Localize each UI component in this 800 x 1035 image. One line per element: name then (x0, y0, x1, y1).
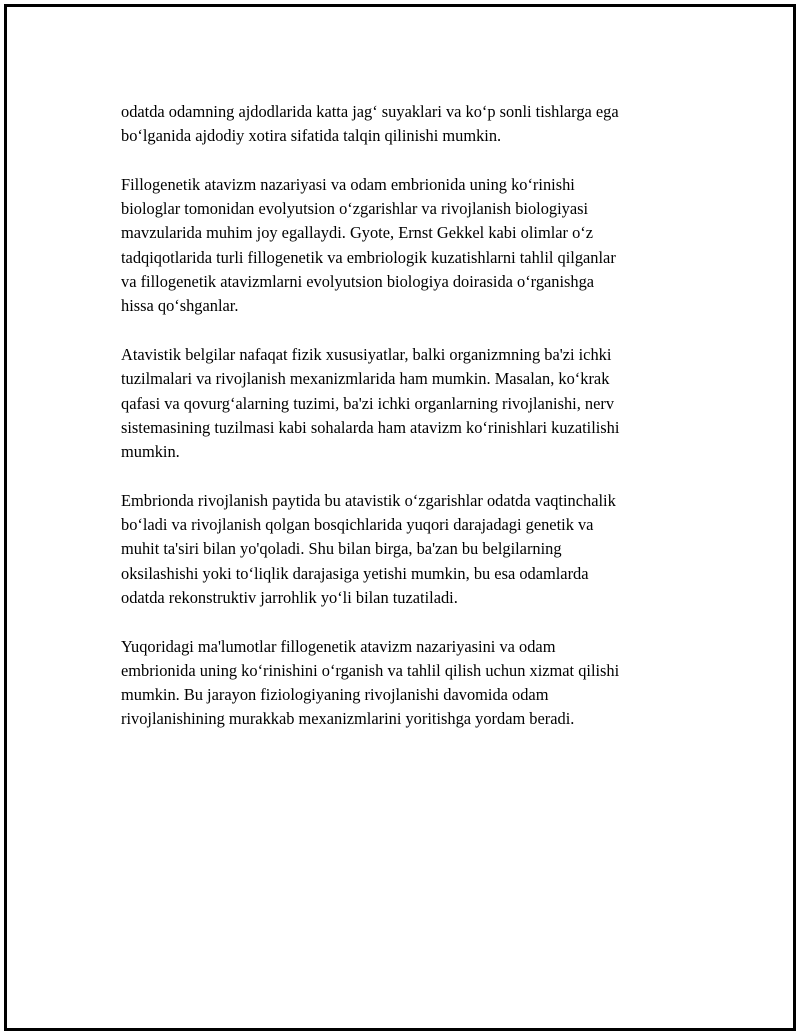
text-line: hissa qo‘shganlar. (121, 296, 239, 316)
text-line: tadqiqotlarida turli fillogenetik va embriologik kuzatishlarni tahlil qilganlar (121, 247, 616, 267)
text-line: biologlar tomonidan evolyutsion o‘zgarishlar va rivojlanish biologiyasi (121, 199, 589, 219)
text-line: Embrionda rivojlanish paytida bu atavistik o‘zgarishlar odatda vaqtinchalik (121, 490, 616, 510)
text-line: Fillogenetik atavizm nazariyasi va odam embrionida uning ko‘rinishi (121, 174, 575, 194)
text-line: odatda odamning ajdodlarida katta jag‘ suyaklari va ko‘p sonli tishlarga ega (121, 102, 619, 121)
text-line: bo‘lganida ajdodiy xotira sifatida talqin qilinishi mumkin. (121, 126, 502, 146)
text-line: va fillogenetik atavizmlarni evolyutsion biologiya doirasida o‘rganishga (121, 272, 595, 292)
text-line: mumkin. (121, 442, 180, 462)
text-line: mavzularida muhim joy egallaydi. Gyote, Ernst Gekkel kabi olimlar o‘z (121, 223, 594, 243)
text-line: mumkin. Bu jarayon fiziologiyaning rivojlanishi davomida odam (121, 685, 549, 705)
text-line: bo‘ladi va rivojlanish qolgan bosqichlarida yuqori darajadagi genetik va (121, 515, 594, 535)
text-line: rivojlanishining murakkab mexanizmlarini yoritishga yordam beradi. (121, 709, 575, 729)
text-line: muhit ta'siri bilan yo'qoladi. Shu bilan birga, ba'zan bu belgilarning (121, 539, 562, 559)
paragraph-5 (121, 635, 689, 732)
paragraph-1 (121, 100, 689, 149)
paragraph-2 (121, 173, 689, 319)
text-line: qafasi va qovurg‘alarning tuzimi, ba'zi ichki organlarning rivojlanishi, nerv (121, 393, 615, 413)
text-line: odatda rekonstruktiv jarrohlik yo‘li bilan tuzatiladi. (121, 587, 458, 607)
text-line: embrionida uning ko‘rinishini o‘rganish va tahlil qilish uchun xizmat qilishi (121, 660, 620, 680)
paragraph-3 (121, 343, 689, 464)
document-body (121, 100, 689, 756)
text-line: Atavistik belgilar nafaqat fizik xususiyatlar, balki organizmning ba'zi ichki (121, 344, 612, 364)
paragraph-4 (121, 489, 689, 610)
text-line: oksilashishi yoki to‘liqlik darajasiga yetishi mumkin, bu esa odamlarda (121, 563, 589, 583)
text-line: Yuqoridagi ma'lumotlar fillogenetik atavizm nazariyasini va odam (121, 636, 556, 656)
text-line: sistemasining tuzilmasi kabi sohalarda ham atavizm ko‘rinishlari kuzatilishi (121, 417, 620, 437)
page-frame (4, 4, 796, 1031)
text-line: tuzilmalari va rivojlanish mexanizmlarida ham mumkin. Masalan, ko‘krak (121, 369, 610, 389)
